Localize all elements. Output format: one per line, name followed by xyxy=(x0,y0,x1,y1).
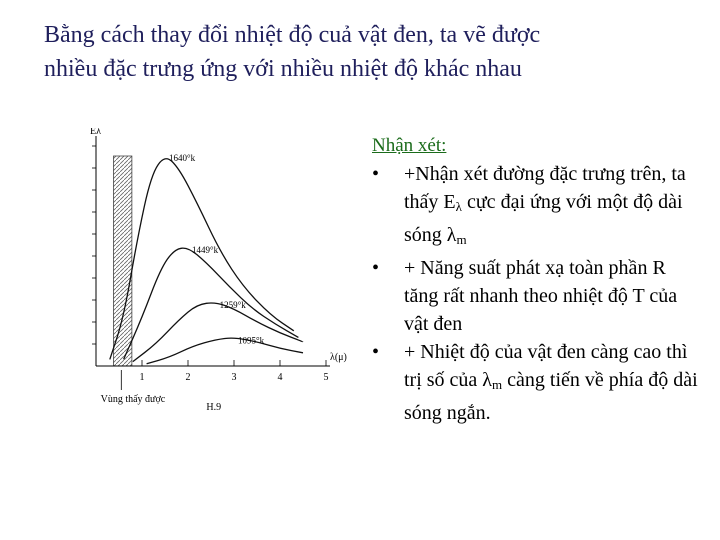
x-axis-label: λ(μ) xyxy=(330,352,347,363)
slide-title xyxy=(44,18,684,86)
y-axis-label: Eλ xyxy=(90,128,101,137)
note-item xyxy=(372,160,702,254)
series-label: 1259°k xyxy=(219,300,246,311)
visible-band xyxy=(113,156,131,366)
series-line xyxy=(133,303,303,362)
series-label: 1640°k xyxy=(169,152,196,163)
visible-band-label: Vùng thấy được xyxy=(100,394,166,405)
x-tick-label: 2 xyxy=(185,372,191,383)
bullet-icon: • xyxy=(372,341,380,363)
series-label: 1449°k xyxy=(192,245,219,256)
x-tick-label: 4 xyxy=(277,372,283,383)
note-text: + Nhiệt độ của vật đen càng cao thì trị số của $\lambda_m$ càng tiến về phía độ dài sóng ngắn. xyxy=(404,341,698,424)
x-tick-label: 1 xyxy=(139,372,145,383)
series-line xyxy=(147,338,303,364)
x-tick-label: 3 xyxy=(231,372,237,383)
note-text: + Năng suất phát xạ toàn phần R tăng rất nhanh theo nhiệt độ T của vật đen xyxy=(404,257,678,335)
series-line xyxy=(124,248,299,359)
blackbody-spectrum-chart xyxy=(60,128,360,418)
note-text: +Nhận xét đường đặc trưng trên, ta thấy $E_\lambda$ cực đại ứng với một độ dài sóng $\lambda_m$ xyxy=(404,163,686,247)
note-item xyxy=(372,338,702,427)
slide-title-line-2: nhiều đặc trưng ứng với nhiều nhiệt độ khác nhau xyxy=(44,56,522,82)
bullet-icon: • xyxy=(372,257,380,279)
notes-heading: Nhận xét: xyxy=(372,135,447,156)
series-label: 1095°k xyxy=(238,335,265,346)
note-item xyxy=(372,254,702,338)
slide-title-line-1: Bằng cách thay đổi nhiệt độ cuả vật đen, ta vẽ được xyxy=(44,22,541,48)
notes-list xyxy=(372,160,702,427)
figure-label: H.9 xyxy=(206,402,222,413)
notes-panel xyxy=(372,132,702,427)
bullet-icon: • xyxy=(372,163,380,185)
x-tick-label: 5 xyxy=(323,372,329,383)
